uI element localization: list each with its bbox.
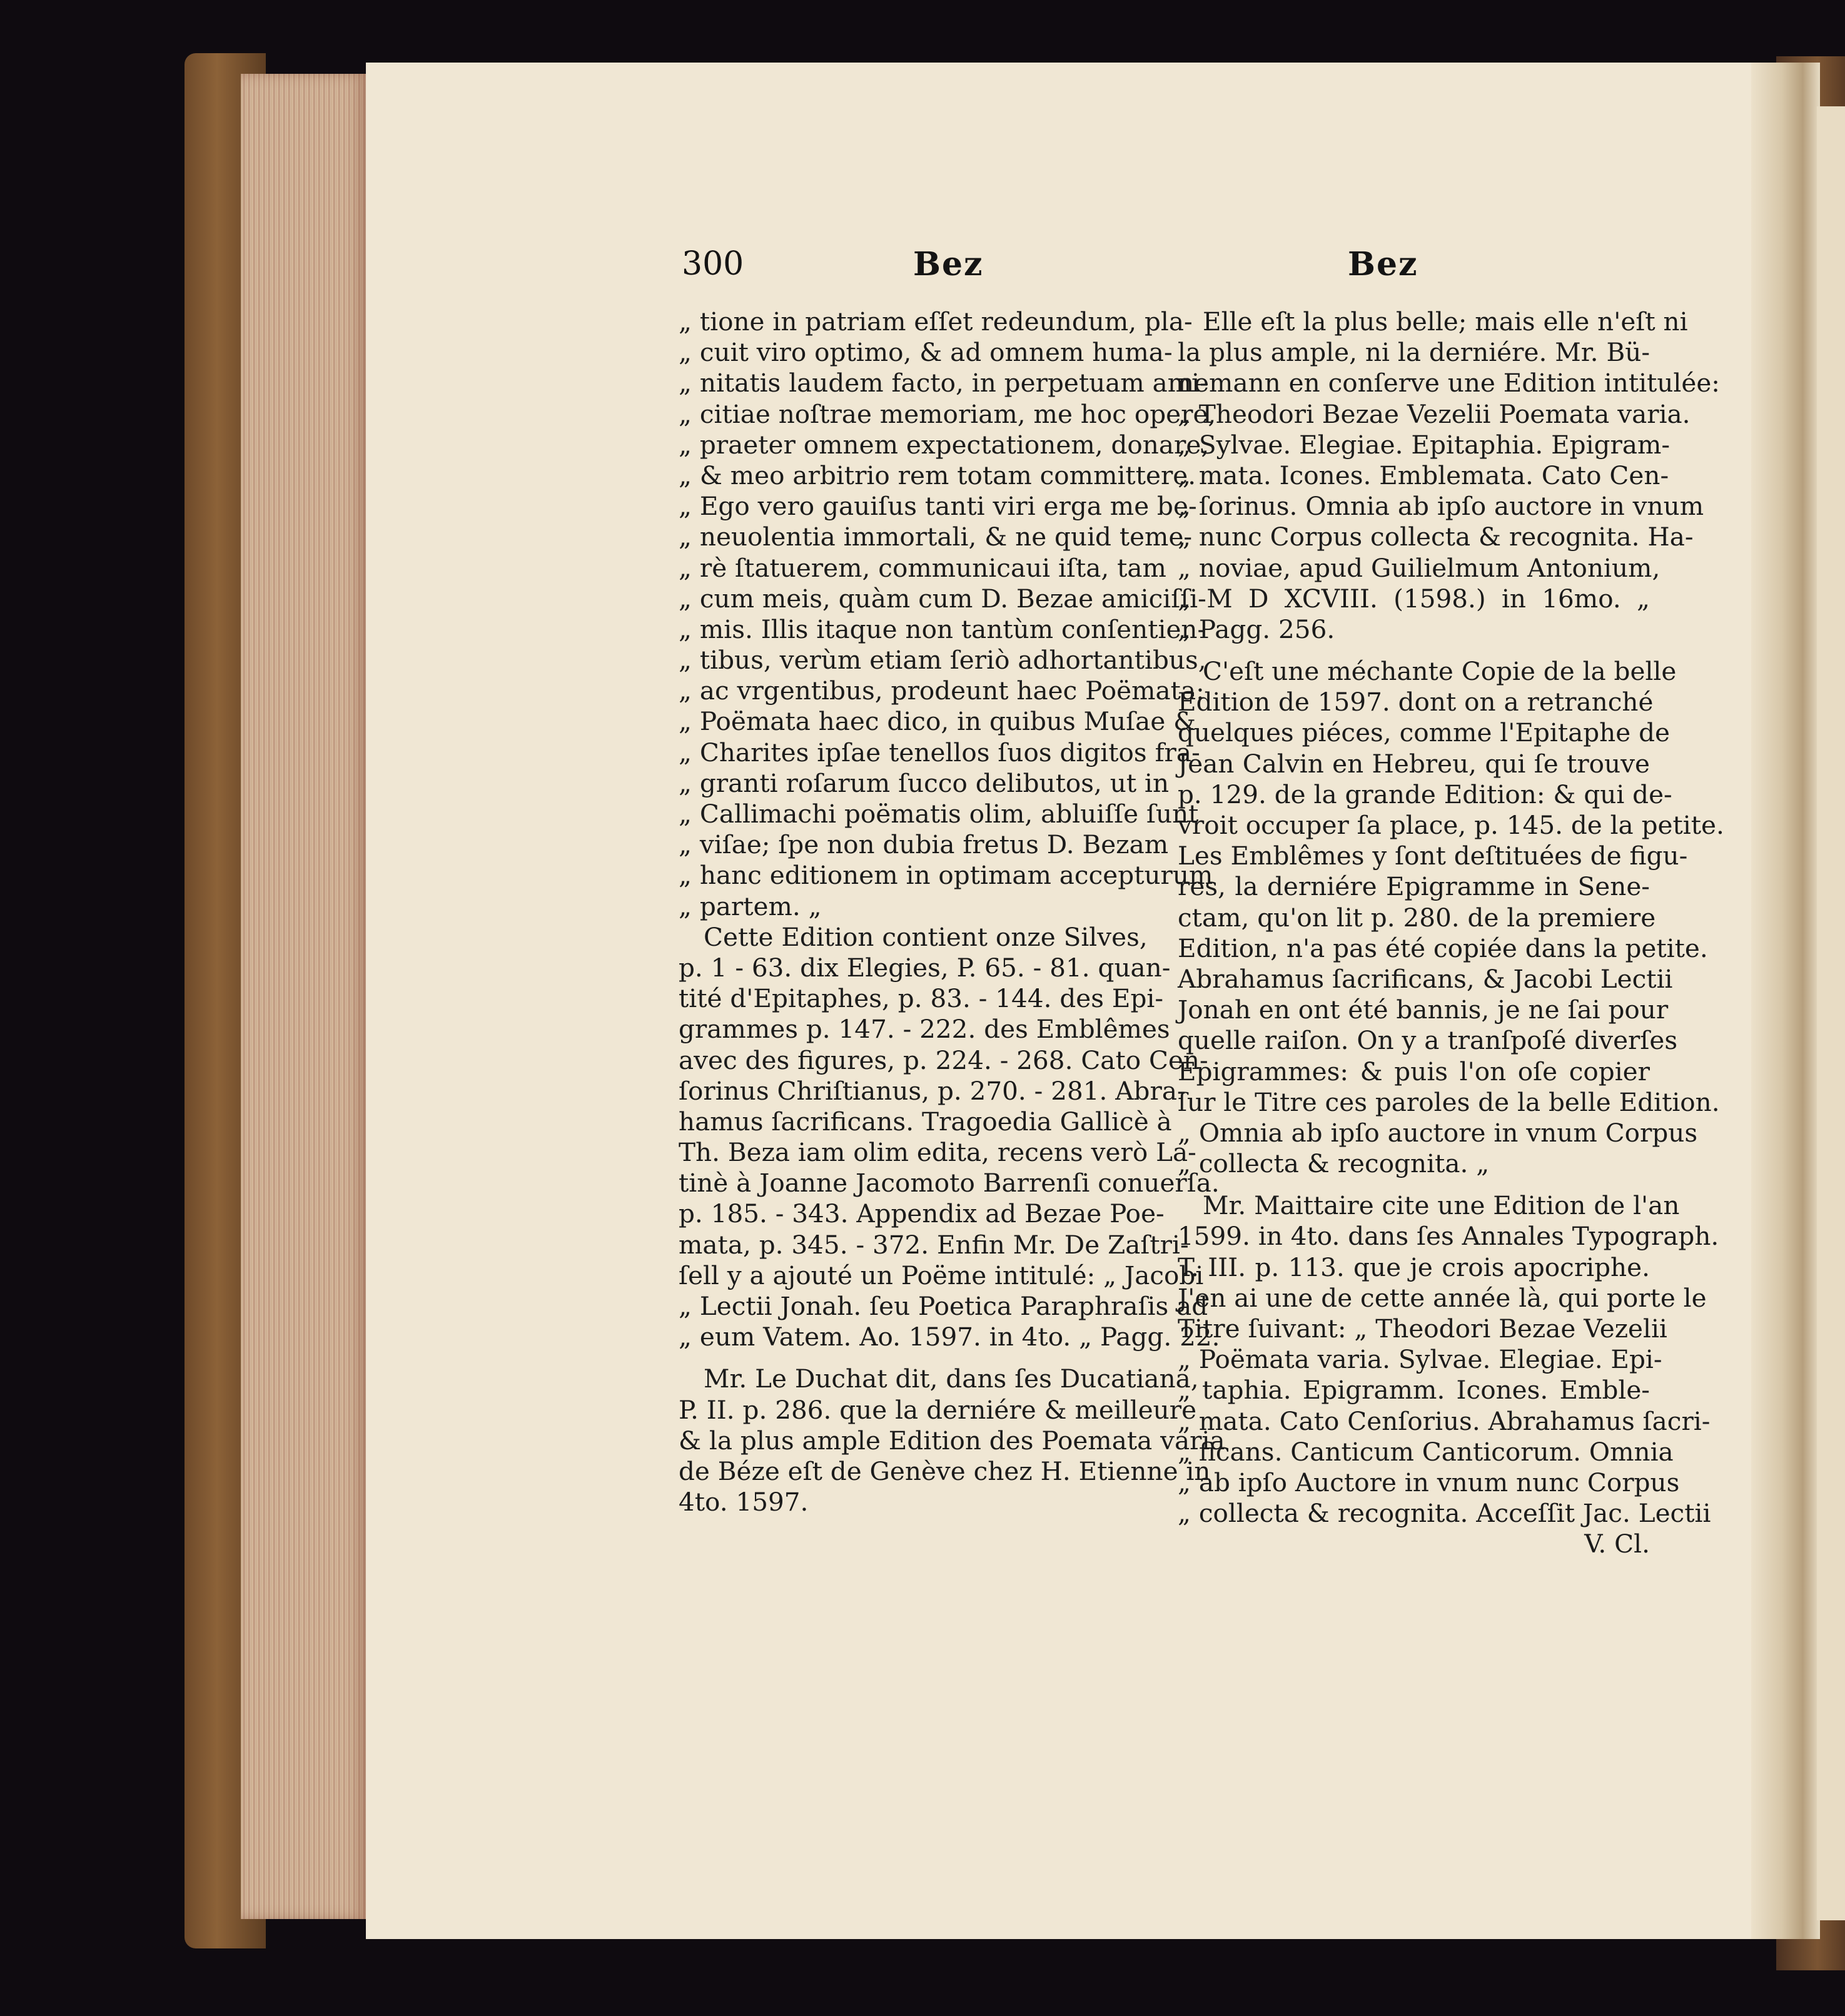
page-number: 300 xyxy=(682,245,744,283)
text-line: ctam, qu'on lit p. 280. de la premiere xyxy=(1178,902,1656,933)
text-line: Jonah en ont été bannis, je ne ſai pour xyxy=(1178,995,1669,1025)
text-line: Epigrammes: & puis l'on oſe copier xyxy=(1178,1056,1650,1087)
text-line: J'en ai une de cette année là, qui porte le xyxy=(1178,1282,1707,1313)
text-line: „ nitatis laudem facto, in perpetuam ami- xyxy=(679,368,1208,398)
text-line: „ taphia. Epigramm. Icones. Emble- xyxy=(1178,1375,1650,1406)
text-line: T. III. p. 113. que je crois apocriphe. xyxy=(1178,1252,1650,1282)
text-line: Th. Beza iam olim edita, recens verò La- xyxy=(679,1137,1196,1168)
text-line: „ nunc Corpus collecta & recognita. Ha- xyxy=(1178,522,1694,552)
text-line: „ granti roſarum ſucco delibutos, ut in xyxy=(679,767,1170,798)
text-line: „ Omnia ab ipſo auctore in vnum Corpus xyxy=(1178,1117,1698,1148)
text-line: „ rè ſtatuerem, communicaui iſta, tam xyxy=(679,552,1166,583)
text-line: „ M D XCVIII. (1598.) in 16mo. „ xyxy=(1178,583,1650,614)
text-line: p. 1 - 63. dix Elegies, P. 65. - 81. quan- xyxy=(679,952,1171,983)
paragraph-start: Cette Edition contient onze Silves, xyxy=(704,921,1148,952)
text-line: „ Lectii Jonah. ſeu Poetica Paraphraſis ad xyxy=(679,1291,1208,1321)
text-line: vroit occuper ſa place, p. 145. de la petite. xyxy=(1178,810,1724,840)
text-line: „ ficans. Canticum Canticorum. Omnia xyxy=(1178,1436,1674,1467)
text-line: „ Charites ipſae tenellos ſuos digitos fra- xyxy=(679,737,1200,767)
text-line: „ Pagg. 256. xyxy=(1178,614,1335,644)
text-line: Les Emblêmes y ſont deſtituées de figu- xyxy=(1178,841,1688,871)
text-line: „ & meo arbitrio rem totam committere. xyxy=(679,460,1196,490)
text-line: „ eum Vatem. Ao. 1597. in 4to. „ Pagg. 22. xyxy=(679,1322,1220,1352)
text-line: „ neuolentia immortali, & ne quid teme- xyxy=(679,522,1193,552)
text-line: „ Poëmata varia. Sylvae. Elegiae. Epi- xyxy=(1178,1344,1662,1375)
text-line: „ Ego vero gauiſus tanti viri erga me be- xyxy=(679,491,1197,522)
text-line: quelques piéces, comme l'Epitaphe de xyxy=(1178,717,1671,748)
paragraph-start: Mr. Maittaire cite une Edition de l'an xyxy=(1203,1190,1680,1221)
text-line: ſell y a ajouté un Poëme intitulé: „ Jacobi xyxy=(679,1260,1204,1290)
text-line: quelle raiſon. On y a tranſpoſé diverſes xyxy=(1178,1025,1678,1056)
text-line: p. 185. - 343. Appendix ad Bezae Poe- xyxy=(679,1198,1165,1229)
facing-page-edge xyxy=(1817,106,1845,1920)
text-line: „ Poëmata haec dico, in quibus Muſae & xyxy=(679,706,1196,737)
text-line: & la plus ample Edition des Poemata varia xyxy=(679,1425,1225,1456)
text-line: avec des figures, p. 224. - 268. Cato Cen- xyxy=(679,1045,1208,1075)
text-line: „ mata. Icones. Emblemata. Cato Cen- xyxy=(1178,460,1669,490)
text-line: „ ſorinus. Omnia ab ipſo auctore in vnum xyxy=(1178,491,1704,522)
text-line: hamus ſacrificans. Tragoedia Gallicè à xyxy=(679,1106,1172,1137)
text-line: Titre ſuivant: „ Theodori Bezae Vezelii xyxy=(1178,1314,1667,1344)
text-line: la plus ample, ni la derniére. Mr. Bü- xyxy=(1178,337,1650,368)
text-line: ſorinus Chriſtianus, p. 270. - 281. Abra- xyxy=(679,1075,1186,1106)
text-line: „ praeter omnem expectationem, donare, xyxy=(679,429,1210,460)
text-line: „ tibus, verùm etiam ſeriò adhortantibus, xyxy=(679,645,1206,676)
text-line: „ citiae noſtrae memoriam, me hoc opere, xyxy=(679,398,1216,429)
catchword: V. Cl. xyxy=(1584,1529,1650,1559)
text-line: „ partem. „ xyxy=(679,891,822,921)
text-line: „ ac vrgentibus, prodeunt haec Poëmata: xyxy=(679,676,1205,706)
text-line: Edition de 1597. dont on a retranché xyxy=(1178,687,1654,717)
text-line: „ Sylvae. Elegiae. Epitaphia. Epigram- xyxy=(1178,429,1671,460)
text-line: de Béze eſt de Genève chez H. Etienne in xyxy=(679,1456,1211,1486)
text-line: nemann en conſerve une Edition intitulée: xyxy=(1178,368,1720,398)
left-text-column xyxy=(679,306,1225,1517)
paragraph-start: C'eſt une méchante Copie de la belle xyxy=(1203,656,1677,687)
text-line: P. II. p. 286. que la derniére & meilleure xyxy=(679,1394,1197,1425)
page-block-edge xyxy=(241,74,366,1919)
text-line: „ collecta & recognita. Acceſſit Jac. Lectii xyxy=(1178,1498,1711,1529)
running-head-left: Bez xyxy=(913,245,984,283)
text-line: p. 129. de la grande Edition: & qui de- xyxy=(1178,779,1672,809)
text-line: „ Callimachi poëmatis olim, abluiſſe ſunt xyxy=(679,799,1199,829)
text-line: tité d'Epitaphes, p. 83. - 144. des Epi- xyxy=(679,983,1164,1014)
text-line: „ cuit viro optimo, & ad omnem huma- xyxy=(679,337,1173,368)
text-line: 1599. in 4to. dans ſes Annales Typograph. xyxy=(1178,1221,1719,1252)
text-line: „ cum meis, quàm cum D. Bezae amiciſſi- xyxy=(679,583,1206,614)
text-line: res, la derniére Epigramme in Sene- xyxy=(1178,871,1650,902)
text-line: mata, p. 345. - 372. Enfin Mr. De Zaſtri- xyxy=(679,1229,1189,1260)
text-line: 4to. 1597. xyxy=(679,1487,809,1517)
text-line: „ Theodori Bezae Vezelii Poemata varia. xyxy=(1178,398,1691,429)
text-line: Jean Calvin en Hebreu, qui ſe trouve xyxy=(1178,748,1650,779)
text-line: grammes p. 147. - 222. des Emblêmes xyxy=(679,1014,1170,1045)
text-line: „ tione in patriam eſſet redeundum, pla- xyxy=(679,306,1193,337)
text-line: „ mis. Illis itaque non tantùm conſentien- xyxy=(679,614,1206,644)
text-line: „ noviae, apud Guilielmum Antonium, xyxy=(1178,552,1660,583)
right-text-column xyxy=(1178,306,1724,1560)
text-line: „ hanc editionem in optimam accepturum xyxy=(679,860,1213,891)
running-head-right: Bez xyxy=(1348,245,1418,283)
text-line: tinè à Joanne Jacomoto Barrenſi conuerſa. xyxy=(679,1168,1220,1198)
text-line: „ ab ipſo Auctore in vnum nunc Corpus xyxy=(1178,1467,1680,1497)
gutter xyxy=(1751,63,1820,1939)
text-line: „ mata. Cato Cenſorius. Abrahamus ſacri- xyxy=(1178,1406,1711,1436)
text-line: Edition, n'a pas été copiée dans la petite. xyxy=(1178,933,1708,963)
paragraph-start: Mr. Le Duchat dit, dans ſes Ducatiana, xyxy=(704,1364,1199,1394)
text-line: „ viſae; ſpe non dubia fretus D. Bezam xyxy=(679,829,1169,860)
paragraph-start: Elle eſt la plus belle; mais elle n'eſt ni xyxy=(1203,306,1688,337)
text-line: Abrahamus ſacrificans, & Jacobi Lectii xyxy=(1178,963,1673,994)
text-line: ſur le Titre ces paroles de la belle Edition. xyxy=(1178,1087,1720,1117)
text-line: „ collecta & recognita. „ xyxy=(1178,1148,1490,1179)
